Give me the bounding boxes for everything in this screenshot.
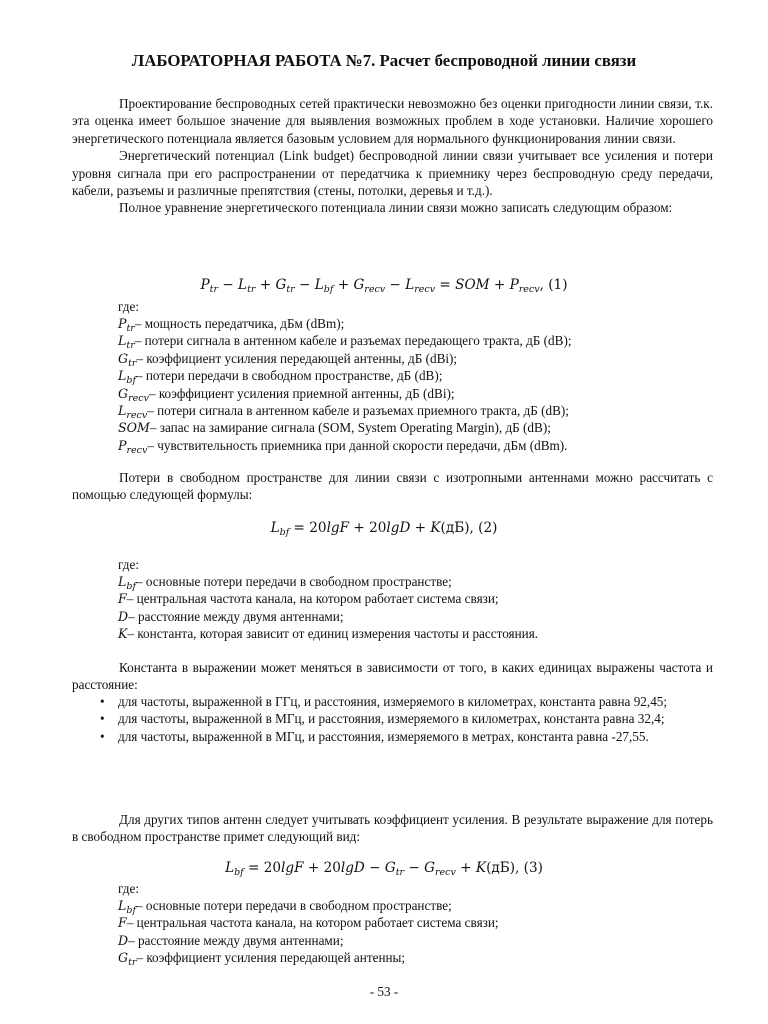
where-label-1: где: xyxy=(118,299,139,314)
definition-item: $P_{recv}-$ чувствительность приемника при данной скорости передачи, дБм (dBm). xyxy=(118,437,568,456)
definition-item: $L_{tr}-$ потери сигнала в антенном кабеле и разъемах передающего тракта, дБ (dB); xyxy=(118,333,572,352)
paragraph-equation-intro: Полное уравнение энергетического потенциала линии связи можно записать следующим образом: xyxy=(119,200,673,216)
definition-item: $L_{bf}-$ основные потери передачи в свободном пространстве; xyxy=(118,898,452,916)
where-label-2: где: xyxy=(118,557,139,572)
paragraph-antenna-gain: Для других типов антенн следует учитывать коэффициент усиления. В результате выражение для потерь в свободном пространстве примет следующий вид: xyxy=(72,812,713,845)
equation-3-number: , (3) xyxy=(515,860,543,876)
definitions-list-2 xyxy=(118,573,718,643)
intro-section xyxy=(72,95,713,217)
bullet-icon: • xyxy=(100,711,105,727)
constants-bullet-list xyxy=(100,693,713,745)
definition-item: $G_{tr}-$ коэффициент усиления передающей антенны, дБ (dBi); xyxy=(118,350,458,369)
equation-3-unit: (дБ) xyxy=(486,860,516,876)
definition-item: D– расстояние между двумя антеннами; xyxy=(118,608,344,624)
definition-item: $L_{bf}-$ потери передачи в свободном пространстве, дБ (dB); xyxy=(118,368,443,387)
equation-3: $L_{bf} = 20\lg F + 20\lg D - G_{tr} - G_{recv} + K(дБ)$, (3) xyxy=(225,860,543,878)
equation-2: $L_{bf} = 20\lg F + 20\lg D + K(дБ)$, (2) xyxy=(270,520,498,538)
paragraph-intro: Проектирование беспроводных сетей практически невозможно без оценки пригодности линии связи, т.к. эта оценка имеет большое значение для выявления возможных проблем в ходе установки. Наличие хорошего энергетического потенциала является базовым условием для нормального функционирования линии связи. xyxy=(72,96,713,146)
paragraph-constant: Константа в выражении может меняться в зависимости от того, в каких единицах выражены частота и расстояние: xyxy=(72,660,713,693)
bullet-icon: • xyxy=(100,694,105,709)
bullet-icon: • xyxy=(100,728,105,744)
equation-1-number: , (1) xyxy=(539,277,568,293)
list-item: • для частоты, выраженной в МГц, и расстояния, измеряемого в метрах, константа равна -27,55. xyxy=(100,728,649,744)
where-label-3: где: xyxy=(118,881,139,896)
definition-item: $G_{recv}-$ коэффициент усиления приемной антенны, дБ (dBi); xyxy=(118,385,455,404)
equation-1: $P_{tr} - L_{tr} + G_{tr} - L_{bf} + G_{recv} - L_{recv}$ = SOM + $P_{recv}$, (1) xyxy=(200,277,568,295)
list-item: • для частоты, выраженной в ГГц, и расстояния, измеряемого в километрах, константа равна 92,45; xyxy=(100,694,668,709)
definition-item: F– центральная частота канала, на котором работает система связи; xyxy=(118,915,499,931)
definition-item: D– расстояние между двумя антеннами; xyxy=(118,932,344,948)
constant-section xyxy=(72,659,713,694)
paragraph-link-budget: Энергетический потенциал (Link budget) беспроводной линии связи учитывает все усиления и потери уровня сигнала при его распространении от передатчика к приемнику через беспроводную среду передачи, кабели, разъемы и различные препятствия (стены, потолки, деревья и т.д.). xyxy=(72,148,713,199)
definitions-list-1 xyxy=(118,315,718,454)
definition-item: $P_{tr}-$ мощность передатчика, дБм (dBm); xyxy=(118,316,345,334)
free-space-section xyxy=(72,469,713,504)
equation-2-unit: (дБ) xyxy=(440,520,470,536)
definition-item: K– константа, которая зависит от единиц измерения частоты и расстояния. xyxy=(118,626,539,642)
definition-item: $L_{bf}-$ основные потери передачи в свободном пространстве; xyxy=(118,574,452,592)
page-number: - 53 - xyxy=(369,984,399,999)
paragraph-free-space: Потери в свободном пространстве для линии связи с изотропными антеннами можно рассчитать с помощью следующей формулы: xyxy=(72,470,713,503)
equation-2-number: , (2) xyxy=(469,520,498,536)
definition-item: F– центральная частота канала, на котором работает система связи; xyxy=(118,591,499,607)
definition-item: $L_{recv}-$ потери сигнала в антенном кабеле и разъемах приемного тракта, дБ (dB); xyxy=(118,403,569,422)
page-title: ЛАБОРАТОРНАЯ РАБОТА №7. Расчет беспроводной линии связи xyxy=(131,51,637,70)
antenna-gain-section xyxy=(72,811,713,846)
definition-item: SOM– запас на замирание сигнала (SOM, System Operating Margin), дБ (dB); xyxy=(118,420,551,436)
definitions-list-3 xyxy=(118,897,718,967)
definition-item: $G_{tr}-$ коэффициент усиления передающей антенны; xyxy=(118,950,406,969)
list-item: • для частоты, выраженной в МГц, и расстояния, измеряемого в километрах, константа равна 32,4; xyxy=(100,711,665,727)
